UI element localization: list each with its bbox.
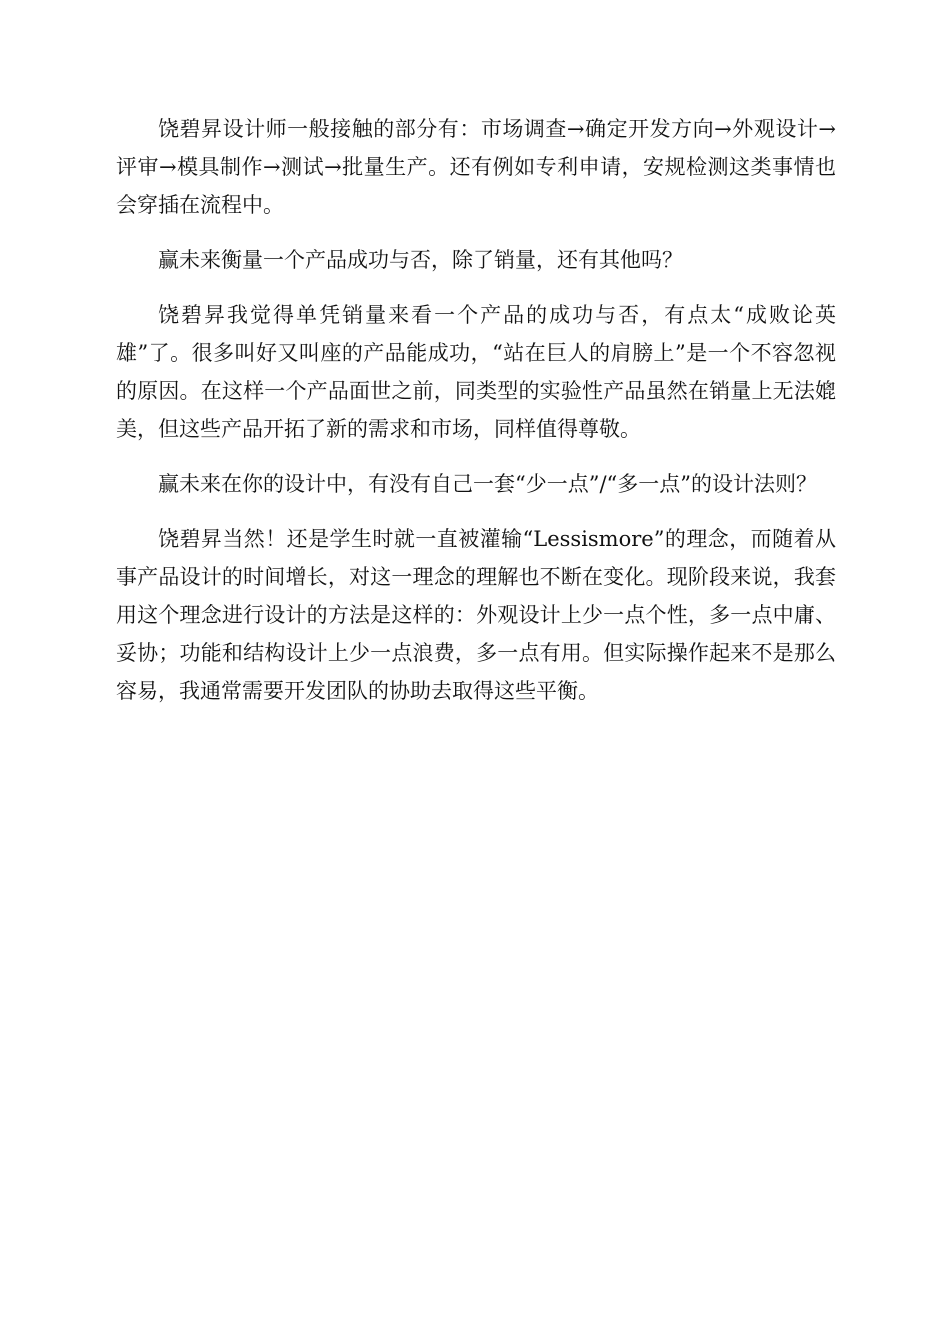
document-body [116, 110, 836, 727]
paragraph-question-success: 赢未来衡量一个产品成功与否，除了销量，还有其他吗？ [158, 248, 683, 272]
paragraph-answer-success: 饶碧昇我觉得单凭销量来看一个产品的成功与否，有点太“成败论英雄”了。很多叫好又叫座的产品能成功，“站在巨人的肩膀上”是一个不容忽视的原因。在这样一个产品面世之前，同类型的实验性产品虽然在销量上无法媲美，但这些产品开拓了新的需求和市场，同样值得尊敬。 [116, 303, 836, 441]
paragraph-question-rules: 赢未来在你的设计中，有没有自己一套“少一点”/“多一点”的设计法则？ [158, 472, 818, 496]
paragraph-answer-rules: 饶碧昇当然！还是学生时就一直被灌输“Lessismore”的理念，而随着从事产品设计的时间增长，对这一理念的理解也不断在变化。现阶段来说，我套用这个理念进行设计的方法是这样的：外观设计上少一点个性，多一点中庸、妥协；功能和结构设计上少一点浪费，多一点有用。但实际操作起来不是那么容易，我通常需要开发团队的协助去取得这些平衡。 [116, 527, 836, 703]
paragraph-design-process: 饶碧昇设计师一般接触的部分有：市场调查→确定开发方向→外观设计→评审→模具制作→测试→批量生产。还有例如专利申请，安规检测这类事情也会穿插在流程中。 [116, 117, 836, 217]
